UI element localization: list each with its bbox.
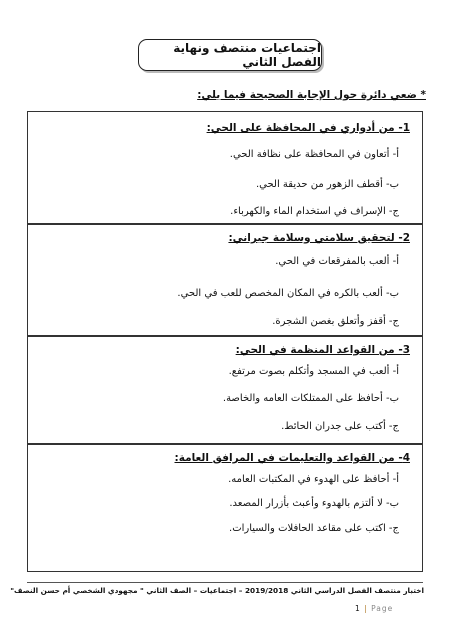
question-4: 4- من القواعد والتعليمات في المرافق العامة:: [174, 452, 410, 464]
footer-text: اختبار منتصف الفصل الدراسي الثاني 2019/2018 – اجتماعيات – الصف الثاني " مجهودي الشخصي أم حسن النصف": [10, 586, 424, 595]
question-1: 1- من أدواري في المحافظة على الحي:: [206, 122, 410, 134]
option-1b[interactable]: ب- أقطف الزهور من حديقة الحي.: [255, 179, 399, 190]
page-number-block: [355, 604, 393, 613]
option-1a[interactable]: أ- أتعاون في المحافظة على نظافة الحي.: [229, 149, 399, 160]
page-number: 1: [355, 604, 360, 613]
page-title: اجتماعيات منتصف ونهاية الفصل الثاني: [138, 39, 322, 71]
page-label: Page: [371, 604, 394, 613]
option-2c[interactable]: ج- أقفز وأتعلق بغصن الشجرة.: [272, 316, 399, 327]
option-2a[interactable]: أ- ألعب بالمفرقعات في الحي.: [275, 256, 399, 267]
option-3c[interactable]: ج- أكتب على جدران الحائط.: [281, 421, 399, 432]
question-box-1: [27, 111, 423, 224]
option-3b[interactable]: ب- أحافظ على الممتلكات العامه والخاصة.: [222, 393, 399, 404]
option-2b[interactable]: ب- ألعب بالكره في المكان المخصص للعب في الحي.: [177, 288, 399, 299]
option-1c[interactable]: ج- الإسراف في استخدام الماء والكهرباء.: [230, 206, 399, 217]
option-4b[interactable]: ب- لا ألتزم بالهدوء وأعبث بأزرار المصعد.: [229, 498, 399, 509]
question-box-4: [27, 444, 423, 572]
option-4a[interactable]: أ- أحافظ على الهدوء في المكتبات العامه.: [228, 474, 399, 485]
page-separator: |: [364, 604, 367, 613]
question-box-3: [27, 336, 423, 444]
instruction-text: * ضعي دائرة حول الإجابة الصحيحة فيما يلي:: [197, 89, 426, 101]
option-3a[interactable]: أ- ألعب في المسجد وأتكلم بصوت مرتفع.: [228, 366, 399, 377]
question-2: 2- لتحقيق سلامتي وسلامة جيراني:: [228, 232, 410, 244]
question-3: 3- من القواعد المنظمة في الحي:: [235, 344, 410, 356]
question-box-2: [27, 224, 423, 336]
footer-divider: [27, 582, 423, 583]
option-4c[interactable]: ج- اكتب على مقاعد الحافلات والسيارات.: [229, 523, 399, 534]
